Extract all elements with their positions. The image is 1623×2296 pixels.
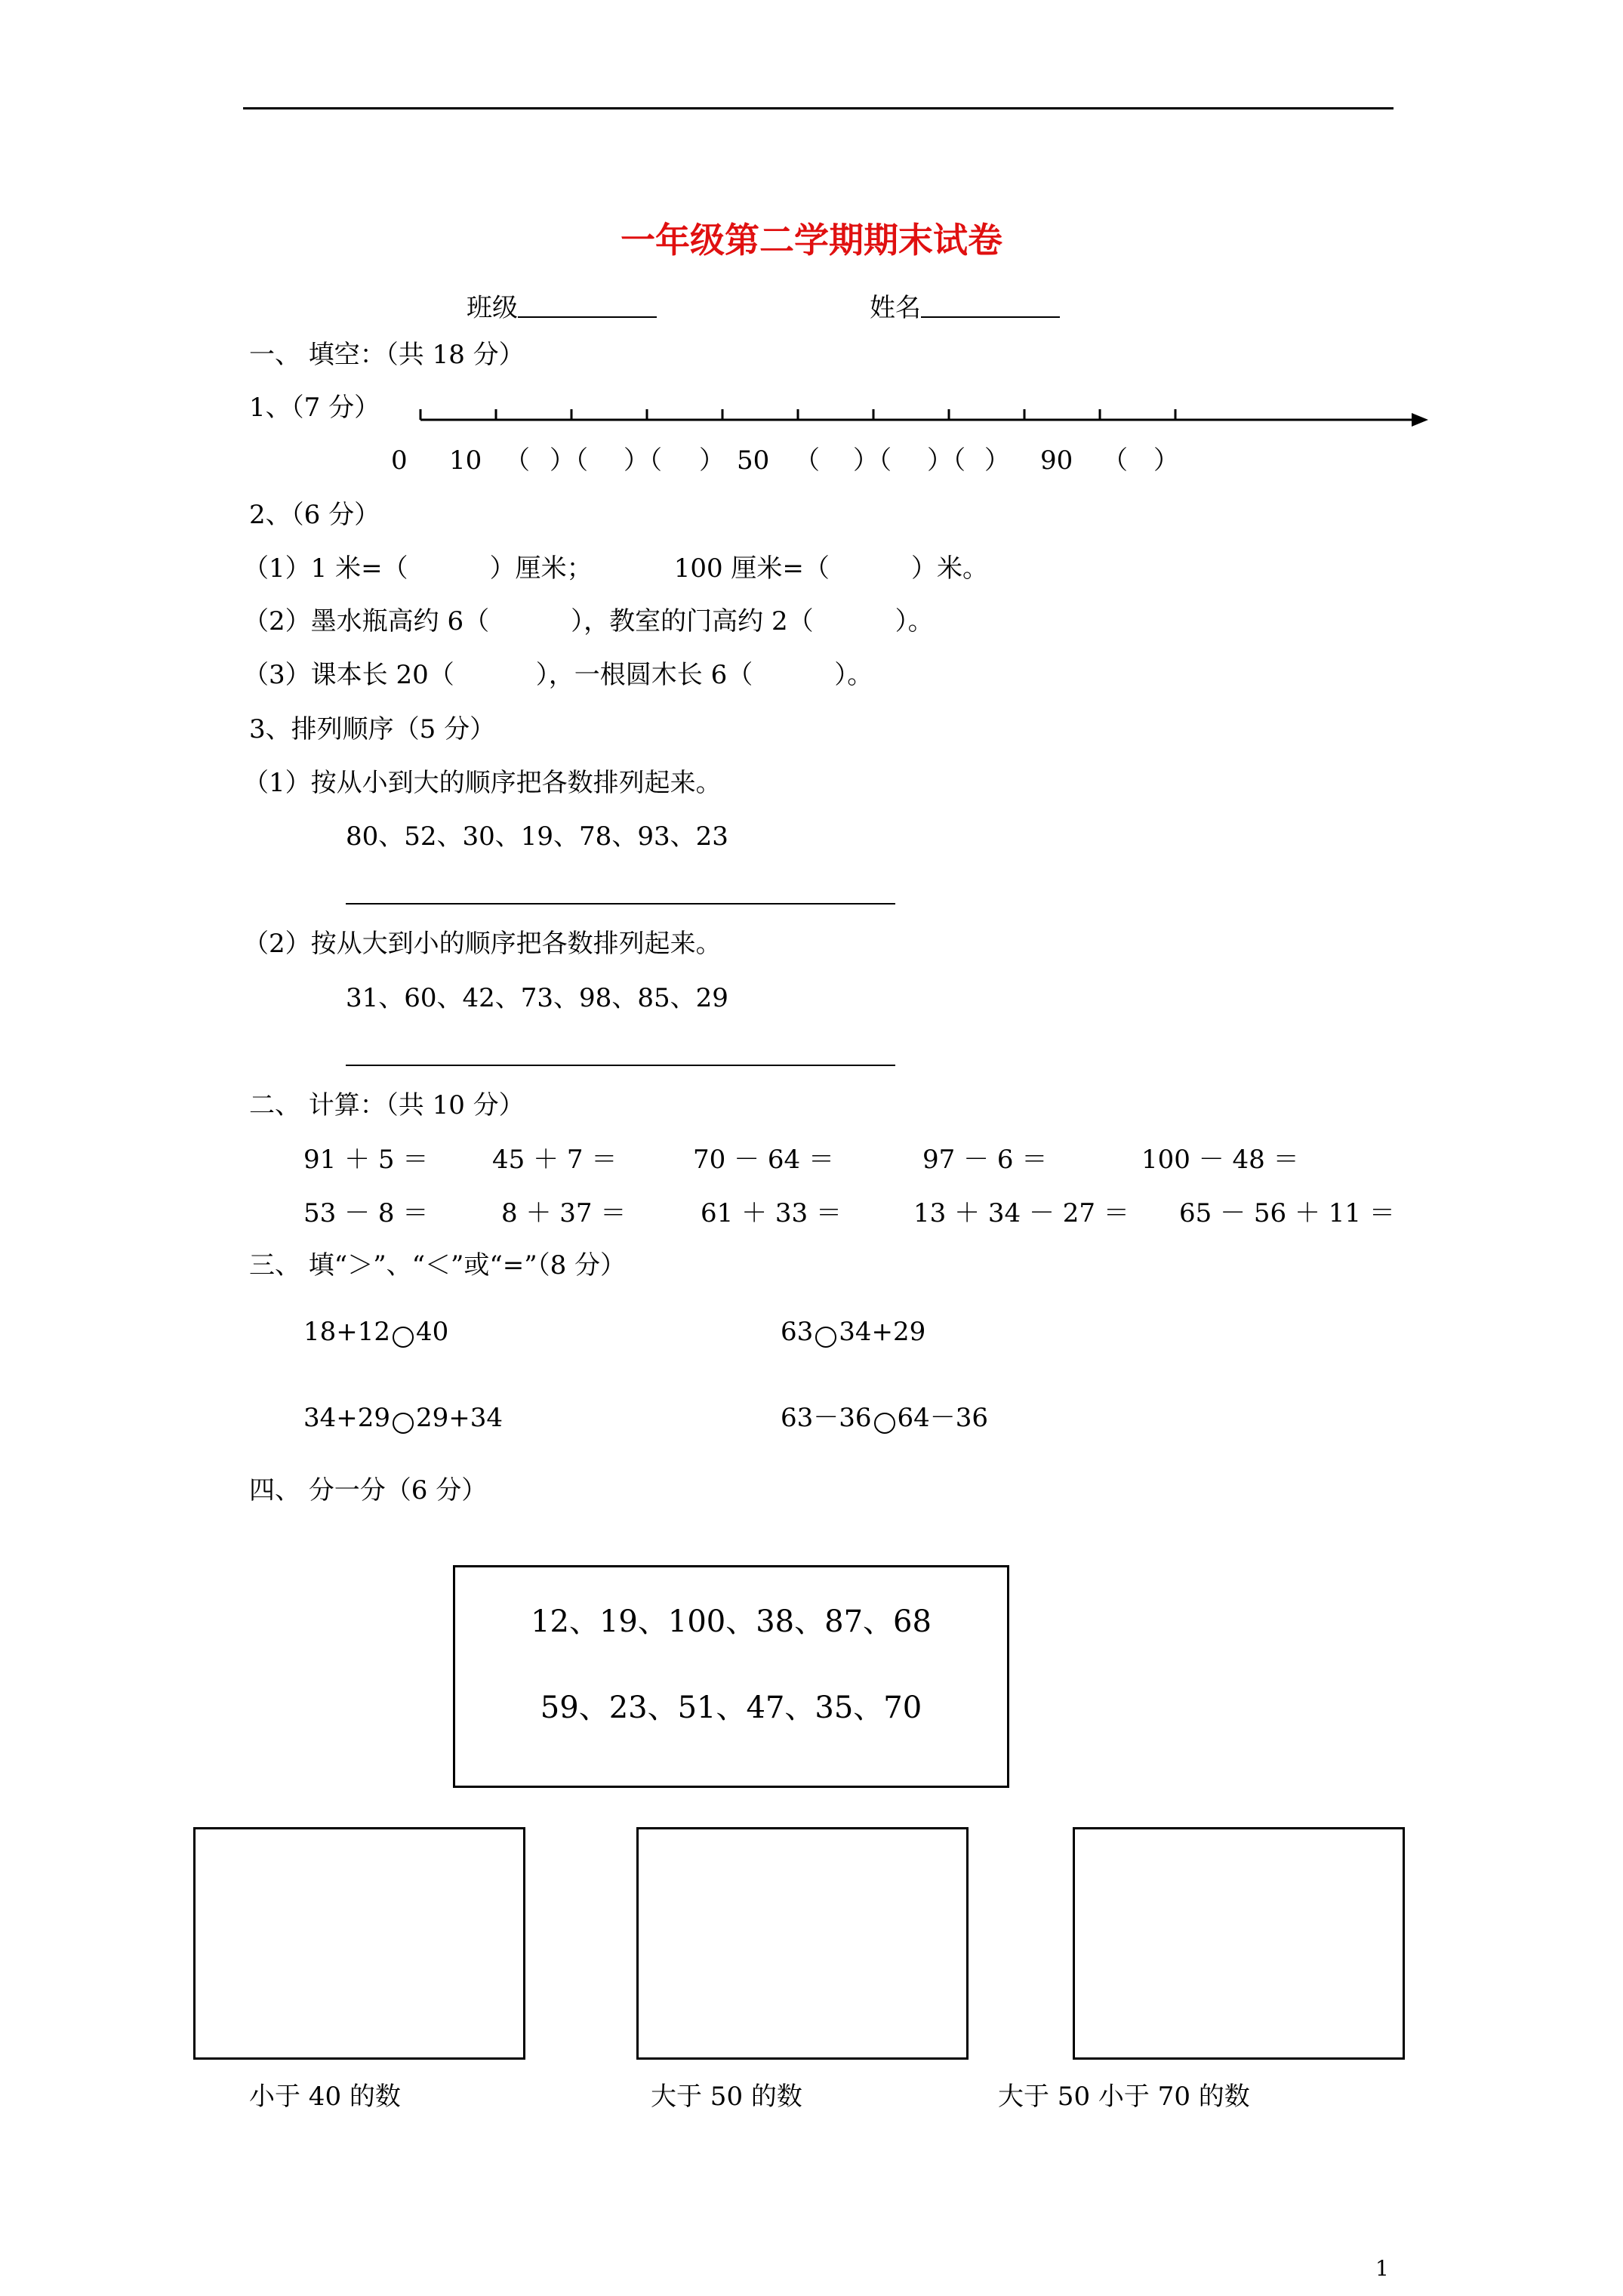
calc-item: 100 － 48 ＝ xyxy=(1141,1145,1299,1175)
nl-label: （ xyxy=(794,445,820,476)
q1-label: 1、（7 分） xyxy=(249,393,380,423)
compare-circle[interactable] xyxy=(393,1413,414,1434)
answer-box-2[interactable] xyxy=(636,1827,969,2060)
name-blank[interactable] xyxy=(921,291,1060,318)
q3-nums1: 80、52、30、19、78、93、23 xyxy=(346,821,728,852)
box-line-1: 12、19、100、38、87、68 xyxy=(531,1604,932,1639)
compare-circle[interactable] xyxy=(874,1413,895,1434)
section4-heading: 四、 分一分（6 分） xyxy=(249,1475,488,1505)
answer-box-1[interactable] xyxy=(193,1827,525,2060)
section3-heading: 三、 填“＞”、“＜”或“=”（8 分） xyxy=(249,1250,627,1281)
class-label: 班级 xyxy=(467,293,518,323)
compare-item: 63－36 64－36 xyxy=(781,1403,989,1433)
nl-label: （ xyxy=(1102,445,1128,476)
calc-item: 8 ＋ 37 ＝ xyxy=(501,1198,627,1228)
nl-label: 90 xyxy=(1040,445,1073,476)
nl-label: 0 xyxy=(391,445,408,476)
answer-box-3[interactable] xyxy=(1073,1827,1405,2060)
compare-item: 34+29 29+34 xyxy=(303,1403,504,1433)
calc-item: 97 － 6 ＝ xyxy=(922,1145,1048,1175)
compare-item: 63 34+29 xyxy=(781,1317,926,1347)
class-blank[interactable] xyxy=(518,291,657,318)
nl-label: ）（ xyxy=(853,445,892,476)
q3-part2: （2）按从大到小的顺序把各数排列起来。 xyxy=(243,929,722,959)
category-label: 小于 40 的数 xyxy=(249,2082,401,2112)
nl-label: ） xyxy=(699,445,725,476)
compare-circle[interactable] xyxy=(393,1327,414,1348)
category-label: 大于 50 的数 xyxy=(651,2082,802,2112)
nl-label: ）（ xyxy=(550,445,588,476)
nl-label: 10 xyxy=(449,445,482,476)
q2-line-1: （1）1 米=（ ）厘米； 100 厘米=（ ）米。 xyxy=(243,553,988,584)
q3-label: 3、排列顺序（5 分） xyxy=(249,714,496,744)
number-line xyxy=(408,400,1434,438)
calc-item: 45 ＋ 7 ＝ xyxy=(492,1145,617,1175)
class-field xyxy=(467,291,657,323)
section2-heading: 二、 计算：（共 10 分） xyxy=(249,1090,525,1120)
q3-answer-line-2[interactable] xyxy=(346,1065,895,1066)
q2-line-3: （3）课本长 20（ ），一根圆木长 6（ ）。 xyxy=(243,660,873,690)
page-title: 一年级第二学期期末试卷 xyxy=(621,220,1002,260)
nl-label: ） xyxy=(984,445,1010,476)
calc-item: 61 ＋ 33 ＝ xyxy=(701,1198,842,1228)
numbers-box xyxy=(453,1565,1009,1788)
calc-item: 53 － 8 ＝ xyxy=(303,1198,429,1228)
nl-label: ）（ xyxy=(927,445,965,476)
q3-part1: （1）按从小到大的顺序把各数排列起来。 xyxy=(243,768,722,798)
calc-item: 91 ＋ 5 ＝ xyxy=(303,1145,429,1175)
nl-label: ） xyxy=(1153,445,1179,476)
box-line-2: 59、23、51、47、35、70 xyxy=(540,1690,922,1725)
q3-answer-line-1[interactable] xyxy=(346,903,895,905)
name-field xyxy=(870,291,1060,323)
top-rule xyxy=(243,107,1394,109)
compare-circle[interactable] xyxy=(815,1327,836,1348)
q3-nums2: 31、60、42、73、98、85、29 xyxy=(346,983,728,1013)
nl-label: 50 xyxy=(737,445,770,476)
calc-item: 70 － 64 ＝ xyxy=(693,1145,834,1175)
name-label: 姓名 xyxy=(870,293,921,323)
calc-item: 65 － 56 ＋ 11 ＝ xyxy=(1179,1198,1395,1228)
nl-label: （ xyxy=(504,445,530,476)
nl-label: ）（ xyxy=(624,445,662,476)
calc-item: 13 ＋ 34 － 27 ＝ xyxy=(913,1198,1129,1228)
q2-line-2: （2）墨水瓶高约 6（ ），教室的门高约 2（ ）。 xyxy=(243,606,934,636)
arrow-head-icon xyxy=(1412,413,1428,427)
page-number: 1 xyxy=(1375,2256,1389,2281)
category-label: 大于 50 小于 70 的数 xyxy=(998,2082,1250,2112)
section1-heading: 一、 填空：（共 18 分） xyxy=(249,340,525,370)
q2-label: 2、（6 分） xyxy=(249,500,380,530)
compare-item: 18+12 40 xyxy=(303,1317,449,1347)
